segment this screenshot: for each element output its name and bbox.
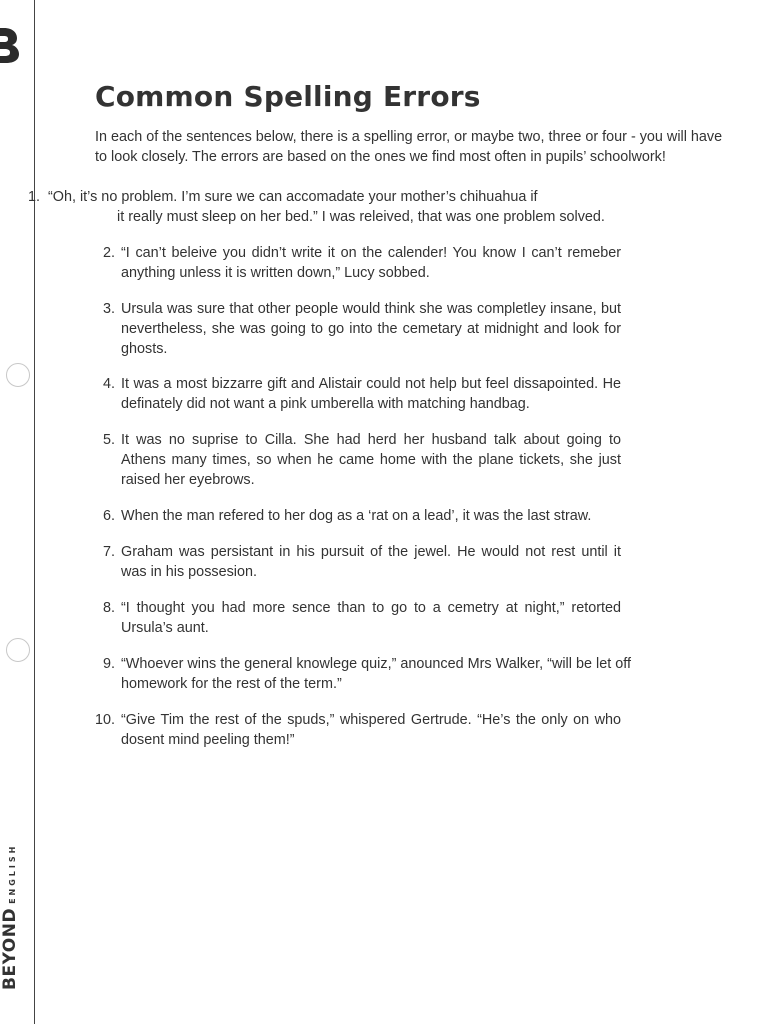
question-text: “Whoever wins the general knowlege quiz,” anounced Mrs Walker, “will be let off homework for the rest of the term.” (121, 656, 631, 692)
question-number: 3. (102, 301, 115, 317)
question-text: Ursula was sure that other people would think she was completley insane, but nevertheless, she was going to go into the cemetary at midnight and look for ghosts. (121, 301, 621, 357)
punch-hole (6, 363, 30, 387)
question-number: 9. (102, 656, 115, 672)
question-text: “I can’t beleive you didn’t write it on the calender! You know I can’t remeber anything unless it is written down,” Lucy sobbed. (121, 245, 621, 281)
question-text: Graham was persistant in his pursuit of the jewel. He would not rest until it was in his possesion. (121, 544, 621, 580)
punch-hole (6, 638, 30, 662)
question-text: It was no suprise to Cilla. She had herd her husband talk about going to Athens many times, so when he came home with the plane tickets, she just raised her eyebrows. (121, 432, 621, 488)
question-text: “I thought you had more sence than to go to a cemetry at night,” retorted Ursula’s aunt. (121, 600, 621, 636)
beyond-logo-icon (0, 24, 20, 64)
question-number: 4. (102, 376, 115, 392)
question-number: 5. (102, 432, 115, 448)
question-item (20, 187, 640, 229)
question-text: When the man refered to her dog as a ‘rat on a lead’, it was the last straw. (121, 508, 592, 524)
question-text: It was a most bizzarre gift and Alistair could not help but feel dissapointed. He definately did not want a pink umberella with matching handbag. (121, 376, 621, 412)
brand-sub-text: ENGLISH (8, 843, 17, 904)
question-number: 7. (102, 544, 115, 560)
intro-paragraph: In each of the sentences below, there is a spelling error, or maybe two, three or four - you will have to look closely. The errors are based on the ones we find most often in pupils’ schoolwork! (95, 129, 723, 165)
question-number: 6. (102, 508, 115, 524)
question-text-line: it really must sleep on her bed.” I was releived, that was one problem solved. (117, 209, 605, 225)
question-text: “Give Tim the rest of the spuds,” whispered Gertrude. “He’s the only on who dosent mind peeling them!” (121, 712, 621, 748)
page-title: Common Spelling Errors (95, 80, 481, 113)
brand-vertical-label (0, 843, 20, 990)
question-number: 8. (102, 600, 115, 616)
question-text-line: “Oh, it’s no problem. I’m sure we can accomadate your mother’s chihuahua if (48, 189, 538, 205)
margin-line (34, 0, 35, 1024)
question-number: 2. (102, 245, 115, 261)
brand-main-text: BEYOND (0, 907, 20, 990)
question-number: 10. (95, 712, 116, 728)
question-number: 1. (27, 189, 40, 205)
